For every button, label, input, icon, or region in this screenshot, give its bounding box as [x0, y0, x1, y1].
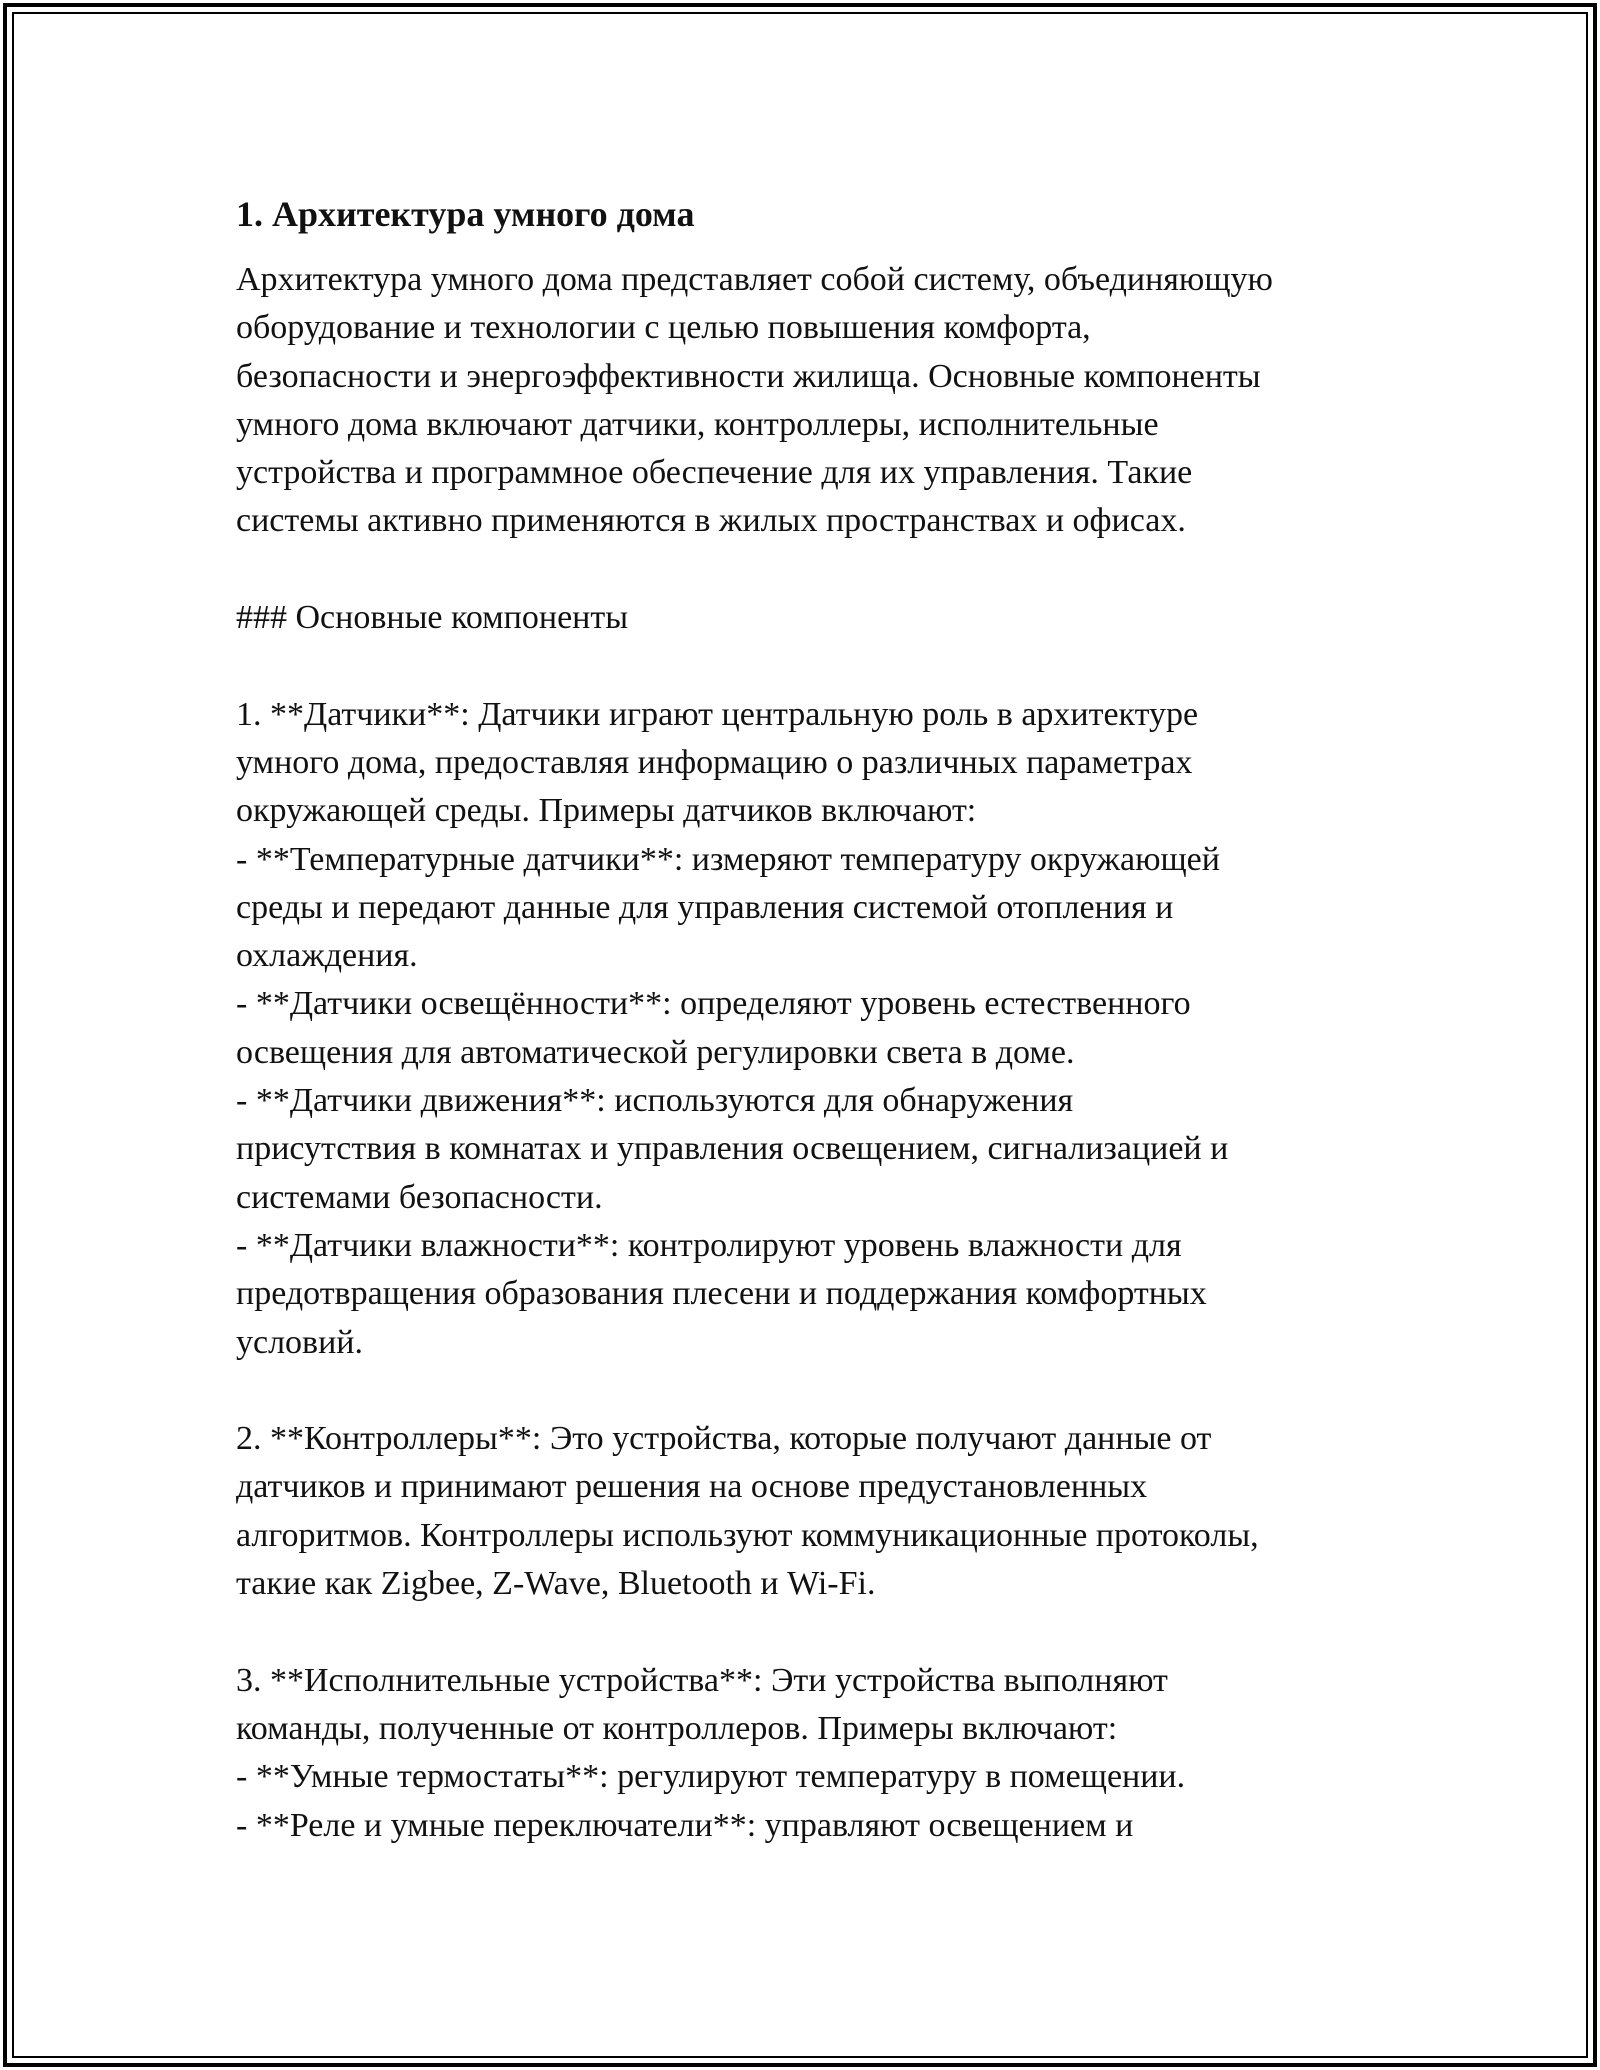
intro-paragraph: Архитектура умного дома представляет собой систему, объединяющую оборудование и технологии с целью повышения комфорта, безопасности и энергоэффективности жилища. Основные компоненты умного дома включают датчики, контроллеры, исполнительные устройства и программное обеспечение для их управления. Такие системы активно применяются в жилых пространствах и офисах. [236, 261, 1273, 540]
list-item-controllers: 2. **Контроллеры**: Это устройства, которые получают данные от датчиков и принимают решения на основе предустановленных алгоритмов. Контроллеры используют коммуникационные протоколы, такие как Zigbee, Z-Wave, Bluetooth и Wi-Fi. [236, 1420, 1259, 1603]
paragraph-spacer [236, 1367, 1396, 1415]
paragraph-spacer [236, 642, 1396, 690]
document-body [236, 256, 1396, 1850]
list-item-actuators: 3. **Исполнительные устройства**: Эти устройства выполняют команды, полученные от контроллеров. Примеры включают: - **Умные термостаты**: регулируют температуру в помещении. - **Реле и умные переключатели**: управляют освещением и [236, 1661, 1186, 1844]
list-item-sensors: 1. **Датчики**: Датчики играют центральную роль в архитектуре умного дома, предоставляя информацию о различных параметрах окружающей среды. Примеры датчиков включают: - **Температурные датчики**: измеряют температуру окружающей среды и передают данные для управления системой отопления и охлаждения. - **Датчики освещённости**: определяют уровень естественного освещения для автоматической регулировки света в доме. - **Датчики движения**: используются для обнаружения присутствия в комнатах и управления освещением, сигнализацией и системами безопасности. - **Датчики влажности**: контролируют уровень влажности для предотвращения образования плесени и поддержания комфортных условий. [236, 695, 1229, 1361]
paragraph-spacer [236, 546, 1396, 594]
document-page [236, 186, 1396, 1850]
section-heading: 1. Архитектура умного дома [236, 194, 695, 234]
paragraph-spacer [236, 1608, 1396, 1656]
components-subheading: ### Основные компоненты [236, 599, 629, 637]
